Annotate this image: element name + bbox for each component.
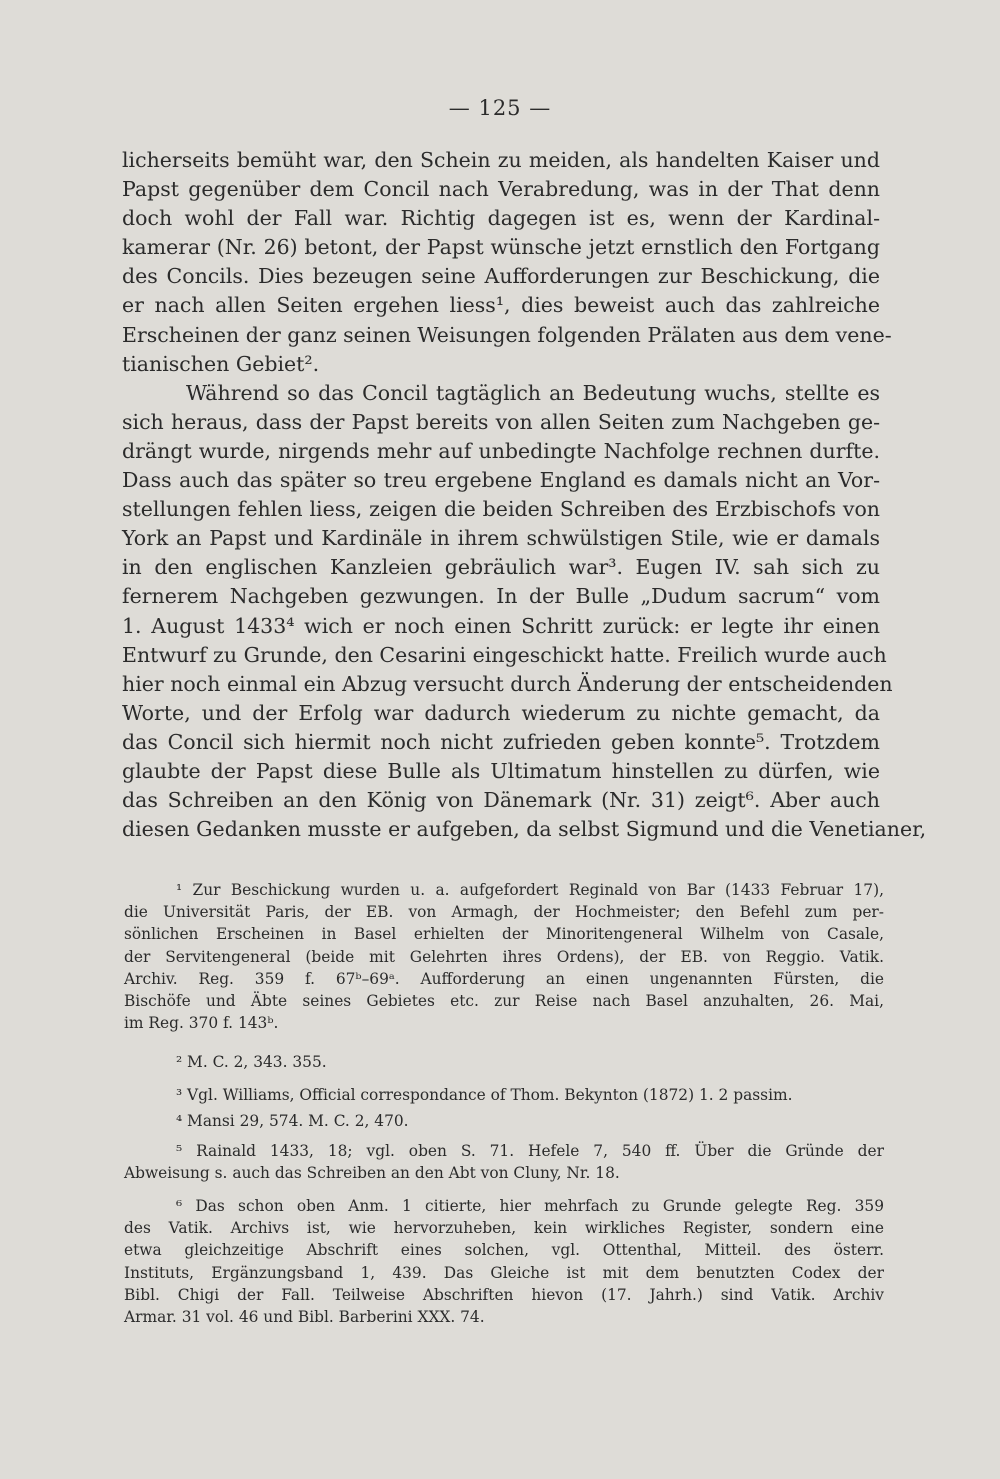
text-line: des Concils. Dies bezeugen seine Aufforderungen zur Beschickung, die <box>122 264 880 289</box>
footnote-line: ¹ Zur Beschickung wurden u. a. aufgefordert Reginald von Bar (1433 Februar 17), <box>176 881 884 899</box>
text-line: diesen Gedanken musste er aufgeben, da selbst Sigmund und die Venetianer, <box>122 817 927 842</box>
footnote-line: Instituts, Ergänzungsband 1, 439. Das Gleiche ist mit dem benutzten Codex der <box>124 1263 884 1282</box>
footnote-line: ² M. C. 2, 343. 355. <box>176 1053 327 1071</box>
footnote-line: etwa gleichzeitige Abschrift eines solchen, vgl. Ottenthal, Mitteil. des österr. <box>124 1241 884 1260</box>
text-line: sich heraus, dass der Papst bereits von allen Seiten zum Nachgeben ge- <box>122 409 880 434</box>
text-line: tianischen Gebiet². <box>122 351 320 376</box>
footnote-4 <box>124 1110 884 1132</box>
footnote-line: Bibl. Chigi der Fall. Teilweise Abschriften hievon (17. Jahrh.) sind Vatik. Archiv <box>124 1285 884 1304</box>
footnote-line: Archiv. Reg. 359 f. 67ᵇ–69ᵃ. Aufforderung an einen ungenannten Fürsten, die <box>124 969 884 988</box>
footnote-6 <box>124 1195 884 1328</box>
text-line: das Concil sich hiermit noch nicht zufrieden geben konnte⁵. Trotzdem <box>122 729 880 754</box>
footnote-2 <box>124 1051 884 1073</box>
text-line: doch wohl der Fall war. Richtig dagegen ist es, wenn der Kardinal- <box>122 206 880 231</box>
footnote-line: ⁵ Rainald 1433, 18; vgl. oben S. 71. Hefele 7, 540 ff. Über die Gründe der <box>176 1142 884 1160</box>
footnote-line: sönlichen Erscheinen in Basel erhielten der Minoritengeneral Wilhelm von Casale, <box>124 925 884 944</box>
text-line: Dass auch das später so treu ergebene England es damals nicht an Vor- <box>122 468 880 493</box>
footnote-line: ⁴ Mansi 29, 574. M. C. 2, 470. <box>176 1112 409 1130</box>
text-line: Papst gegenüber dem Concil nach Verabredung, was in der That denn <box>122 177 880 202</box>
text-line: das Schreiben an den König von Dänemark (Nr. 31) zeigt⁶. Aber auch <box>122 788 880 813</box>
footnote-line: ⁶ Das schon oben Anm. 1 citierte, hier mehrfach zu Grunde gelegte Reg. 359 <box>176 1197 884 1215</box>
text-line: Erscheinen der ganz seinen Weisungen folgenden Prälaten aus dem vene- <box>122 322 892 347</box>
text-line: fernerem Nachgeben gezwungen. In der Bulle „Dudum sacrum“ vom <box>122 584 880 609</box>
footnote-line: des Vatik. Archivs ist, wie hervorzuheben, kein wirkliches Register, sondern eine <box>124 1219 884 1238</box>
text-line: drängt wurde, nirgends mehr auf unbedingte Nachfolge rechnen durfte. <box>122 438 880 463</box>
text-line: York an Papst und Kardinäle in ihrem schwülstigen Stile, wie er damals <box>122 526 880 551</box>
footnote-line: Abweisung s. auch das Schreiben an den Abt von Cluny, Nr. 18. <box>124 1164 620 1183</box>
text-line: licherseits bemüht war, den Schein zu meiden, als handelten Kaiser und <box>122 148 880 172</box>
text-line: er nach allen Seiten ergehen liess¹, dies beweist auch das zahlreiche <box>122 293 880 318</box>
text-line: stellungen fehlen liess, zeigen die beiden Schreiben des Erzbischofs von <box>122 497 880 522</box>
text-line: hier noch einmal ein Abzug versucht durch Änderung der entscheidenden <box>122 671 893 696</box>
main-text <box>122 146 927 844</box>
footnote-1 <box>124 879 884 1034</box>
footnote-line: die Universität Paris, der EB. von Armagh, der Hochmeister; den Befehl zum per- <box>124 903 884 922</box>
text-line: in den englischen Kanzleien gebräulich war³. Eugen IV. sah sich zu <box>122 555 880 580</box>
footnote-line: Armar. 31 vol. 46 und Bibl. Barberini XXX. 74. <box>124 1307 485 1326</box>
text-line: kamerar (Nr. 26) betont, der Papst wünsche jetzt ernstlich den Fortgang <box>122 235 880 260</box>
text-line: 1. August 1433⁴ wich er noch einen Schritt zurück: er legte ihr einen <box>122 613 880 638</box>
text-line: glaubte der Papst diese Bulle als Ultimatum hinstellen zu dürfen, wie <box>122 758 880 783</box>
footnote-line: im Reg. 370 f. 143ᵇ. <box>124 1014 279 1033</box>
footnote-3 <box>124 1084 884 1106</box>
text-line: Während so das Concil tagtäglich an Bedeutung wuchs, stellte es <box>186 380 880 405</box>
text-line: Entwurf zu Grunde, den Cesarini eingeschickt hatte. Freilich wurde auch <box>122 642 887 667</box>
text-line: Worte, und der Erfolg war dadurch wiederum zu nichte gemacht, da <box>122 700 880 725</box>
footnote-line: ³ Vgl. Williams, Official correspondance of Thom. Bekynton (1872) 1. 2 passim. <box>176 1086 793 1104</box>
page-number: — 125 — <box>448 96 552 120</box>
footnote-line: Bischöfe und Äbte seines Gebietes etc. zur Reise nach Basel anzuhalten, 26. Mai, <box>124 991 884 1010</box>
footnote-5 <box>124 1140 884 1184</box>
footnote-line: der Servitengeneral (beide mit Gelehrten ihres Ordens), der EB. von Reggio. Vatik. <box>124 947 884 966</box>
